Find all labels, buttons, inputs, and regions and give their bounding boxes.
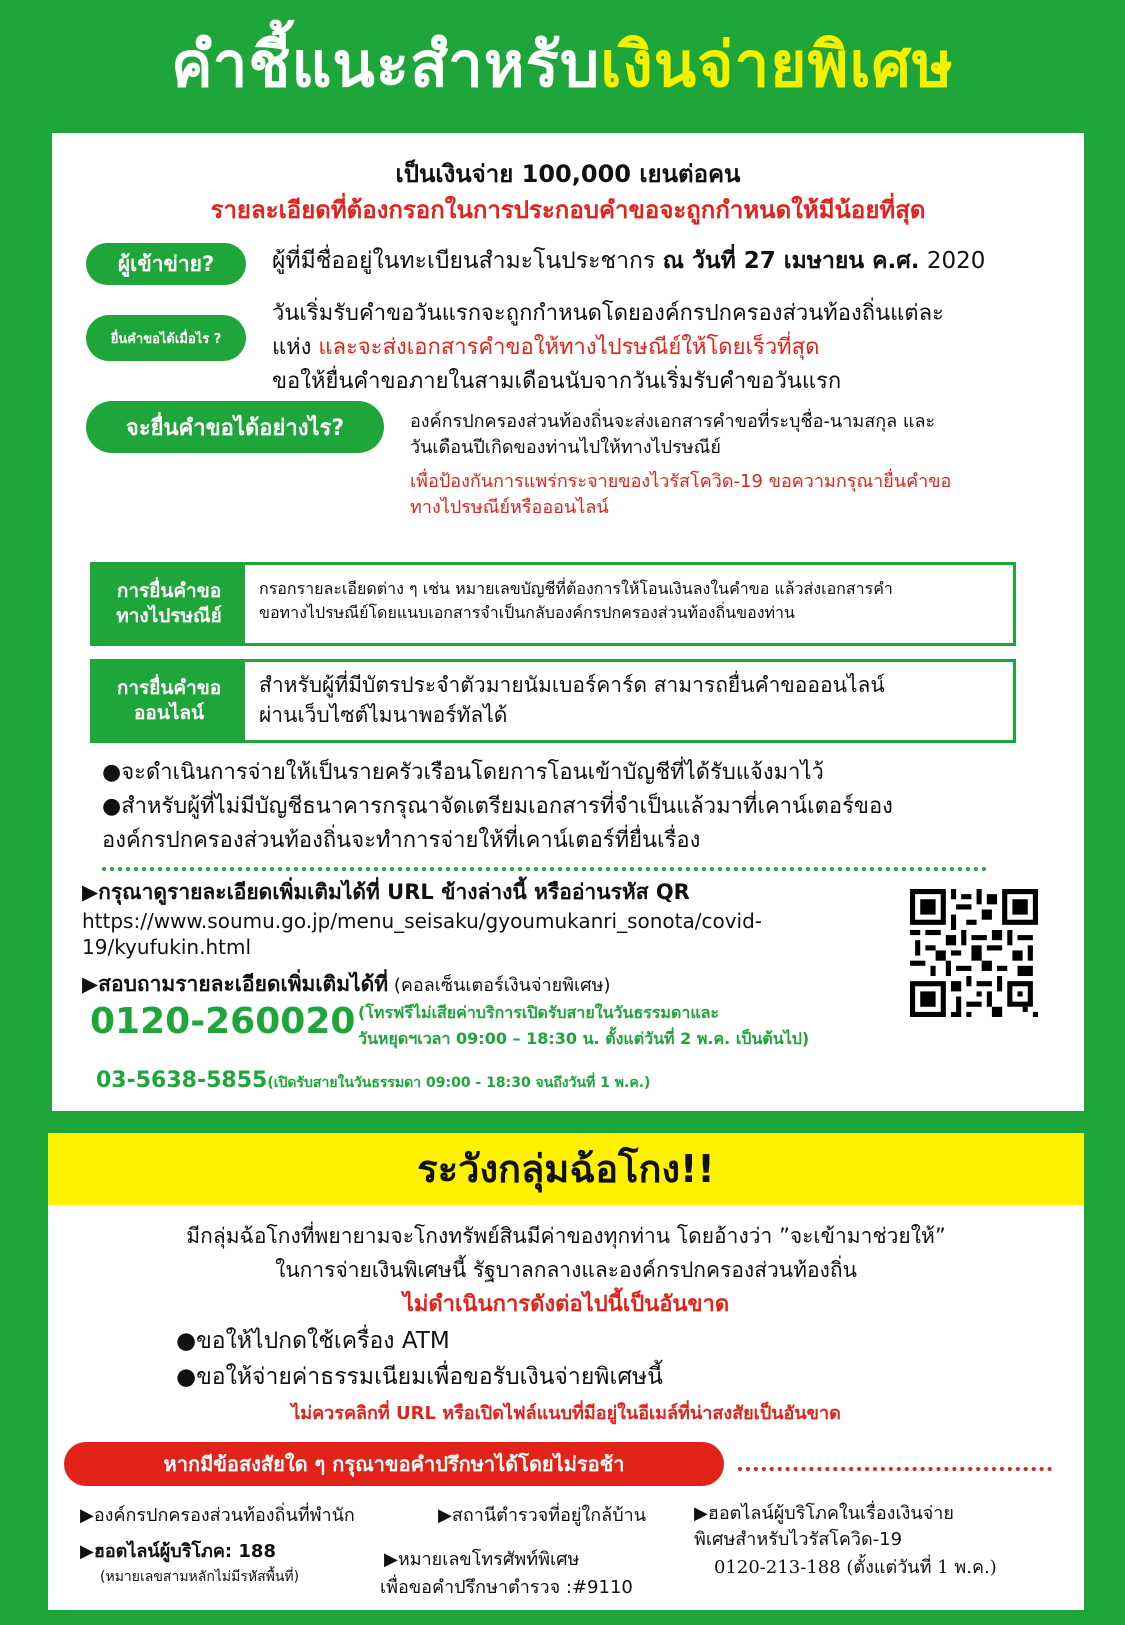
how-label: จะยื่นคำขอได้อย่างไร?: [86, 401, 384, 453]
more-info-heading: ▶กรุณาดูรายละเอียดเพิ่มเติมได้ที่ URL ข้างล่างนี้ หรืออ่านรหัส QR: [82, 880, 690, 904]
when-line2b: และจะส่งเอกสารคำขอให้ทางไปรษณีย์ให้โดยเร็วที่สุด: [318, 335, 820, 360]
online-label2: ออนไลน์: [134, 702, 204, 724]
payment-bullet1: ●จะดำเนินการจ่ายให้เป็นรายครัวเรือนโดยการโอนเข้าบัญชีที่ได้รับแจ้งมาไว้: [102, 760, 824, 785]
fraud-panel: [48, 1205, 1084, 1610]
fraud-title: ระวังกลุ่มฉ้อโกง!!: [48, 1133, 1084, 1205]
contact-police-line2[interactable]: เพื่อขอคำปรึกษาตำรวจ :#9110: [380, 1577, 633, 1598]
contact-consumer-hotline[interactable]: ▶ฮอตไลน์ผู้บริโภค: 188: [80, 1541, 276, 1562]
fraud-line2: ในการจ่ายเงินพิเศษนี้ รัฐบาลกลางและองค์กรปกครองส่วนท้องถิ่น: [275, 1258, 857, 1282]
recipients-year: 2020: [919, 248, 986, 274]
online-label: [93, 662, 245, 740]
payment-bullet2b: องค์กรปกครองส่วนท้องถิ่นจะทำการจ่ายให้ที่เคาน์เตอร์ที่ยื่นเรื่อง: [102, 828, 701, 853]
contact-heading: [82, 971, 611, 998]
divider-dotted: [102, 867, 987, 871]
contact-covid-line1: ▶ฮอตไลน์ผู้บริโภคในเรื่องเงินจ่าย: [694, 1503, 954, 1524]
url-line1[interactable]: https://www.soumu.go.jp/menu_seisaku/gyoumukanri_sonota/covid-: [82, 909, 763, 933]
postal-label2: ทางไปรษณีย์: [116, 605, 222, 627]
contact-consumer-note: (หมายเลขสามหลักไม่มีรหัสพื้นที่): [100, 1569, 300, 1585]
how-line3: เพื่อป้องกันการแพร่กระจายของไวรัสโควิด-19 ขอความกรุณายื่นคำขอ: [410, 471, 952, 492]
recipients-label: ผู้เข้าข่าย?: [86, 243, 246, 285]
title-part1: คำชี้แนะสำหรับ: [171, 28, 601, 101]
online-line2: ผ่านเว็บไซต์ไมนาพอร์ทัลได้: [259, 703, 508, 727]
divider-dotted-red: [738, 1467, 1052, 1471]
when-line3: ขอให้ยื่นคำขอภายในสามเดือนนับจากวันเริ่มรับคำขอวันแรก: [272, 369, 842, 394]
contact-local-gov: ▶องค์กรปกครองส่วนท้องถิ่นที่พำนัก: [80, 1505, 355, 1526]
phone-line: [96, 1067, 650, 1095]
postal-label: [93, 565, 245, 643]
minimal-text: รายละเอียดที่ต้องกรอกในการประกอบคำขอจะถูกกำหนดให้มีน้อยที่สุด: [210, 196, 926, 224]
contact-heading-note: (คอลเซ็นเตอร์เงินจ่ายพิเศษ): [388, 975, 611, 996]
phone-number[interactable]: 03-5638-5855: [96, 1068, 268, 1093]
postal-box: [90, 562, 1016, 646]
contact-covid-line2: พิเศษสำหรับไวรัสโควิด-19: [694, 1529, 903, 1550]
url-line2[interactable]: 19/kyufukin.html: [82, 935, 252, 959]
qr-code-icon[interactable]: [910, 889, 1038, 1017]
fraud-line1: มีกลุ่มฉ้อโกงที่พยายามจะโกงทรัพย์สินมีค่าของทุกท่าน โดยอ้างว่า ”จะเข้ามาช่วยให้”: [186, 1224, 946, 1248]
how-line4: ทางไปรษณีย์หรือออนไลน์: [410, 497, 609, 518]
title-part2: เงินจ่ายพิเศษ: [600, 28, 954, 101]
online-line1: สำหรับผู้ที่มีบัตรประจำตัวมายนัมเบอร์คาร์ด สามารถยื่นคำขอออนไลน์: [259, 673, 885, 697]
amount-text: เป็นเงินจ่าย 100,000 เยนต่อคน: [395, 160, 741, 188]
when-line1: วันเริ่มรับคำขอวันแรกจะถูกกำหนดโดยองค์กรปกครองส่วนท้องถิ่นแต่ละ: [272, 301, 944, 326]
page-title: [0, 28, 1125, 102]
how-line2: วันเดือนปีเกิดของท่านไปให้ทางไปรษณีย์: [410, 437, 721, 458]
fraud-warning: ไม่ควรคลิกที่ URL หรือเปิดไฟล์แนบที่มีอยู่ในอีเมล์ที่น่าสงสัยเป็นอันขาด: [291, 1403, 841, 1424]
contact-police-line1: ▶หมายเลขโทรศัพท์พิเศษ: [384, 1549, 580, 1570]
postal-line2: ขอทางไปรษณีย์โดยแนบเอกสารจำเป็นกลับองค์กรปกครองส่วนท้องถิ่นของท่าน: [259, 603, 795, 622]
fraud-bullet1: ●ขอให้ไปกดใช้เครื่อง ATM: [176, 1328, 450, 1354]
consult-banner: หากมีข้อสงสัยใด ๆ กรุณาขอคำปรึกษาได้โดยไม่รอช้า: [64, 1442, 724, 1486]
online-label1: การยื่นคำขอ: [116, 677, 222, 700]
online-box: [90, 659, 1016, 743]
contact-covid-number[interactable]: 0120-213-188 (ตั้งแต่วันที่ 1 พ.ค.): [714, 1557, 997, 1578]
tollfree-note2: วันหยุดฯเวลา 09:00 – 18:30 น. ตั้งแต่วันที่ 2 พ.ค. เป็นต้นไป): [358, 1029, 810, 1048]
recipients-date: ณ วันที่ 27 เมษายน ค.ศ.: [662, 248, 920, 274]
postal-line1: กรอกรายละเอียดต่าง ๆ เช่น หมายเลขบัญชีที่ต้องการให้โอนเงินลงในคำขอ แล้วส่งเอกสารคำ: [259, 579, 893, 598]
fraud-bullet2: ●ขอให้จ่ายค่าธรรมเนียมเพื่อขอรับเงินจ่ายพิเศษนี้: [176, 1364, 663, 1390]
when-line2a: แห่ง: [272, 335, 319, 360]
fraud-line3: ไม่ดำเนินการดังต่อไปนี้เป็นอันขาด: [402, 1292, 730, 1317]
tollfree-number[interactable]: 0120-260020: [90, 1001, 356, 1042]
when-label: ยื่นคำขอได้เมื่อไร ?: [86, 315, 246, 361]
info-panel: [52, 133, 1084, 1111]
contact-police-station: ▶สถานีตำรวจที่อยู่ใกล้บ้าน: [438, 1505, 647, 1526]
postal-label1: การยื่นคำขอ: [116, 580, 222, 603]
phone-note: (เปิดรับสายในวันธรรมดา 09:00 - 18:30 จนถึงวันที่ 1 พ.ค.): [267, 1075, 651, 1091]
payment-bullet2a: ●สำหรับผู้ที่ไม่มีบัญชีธนาคารกรุณาจัดเตรียมเอกสารที่จำเป็นแล้วมาที่เคาน์เตอร์ของ: [102, 794, 893, 819]
how-line1: องค์กรปกครองส่วนท้องถิ่นจะส่งเอกสารคำขอที่ระบุชื่อ-นามสกุล และ: [410, 411, 936, 432]
when-line2: [272, 334, 819, 362]
recipients-text: [272, 247, 985, 276]
tollfree-note1: (โทรฟรีไม่เสียค่าบริการเปิดรับสายในวันธรรมดาและ: [358, 1003, 720, 1022]
contact-heading-text: ▶สอบถามรายละเอียดเพิ่มเติมได้ที่: [82, 972, 389, 996]
recipients-text-a: ผู้ที่มีชื่ออยู่ในทะเบียนสำมะโนประชากร: [272, 248, 663, 274]
